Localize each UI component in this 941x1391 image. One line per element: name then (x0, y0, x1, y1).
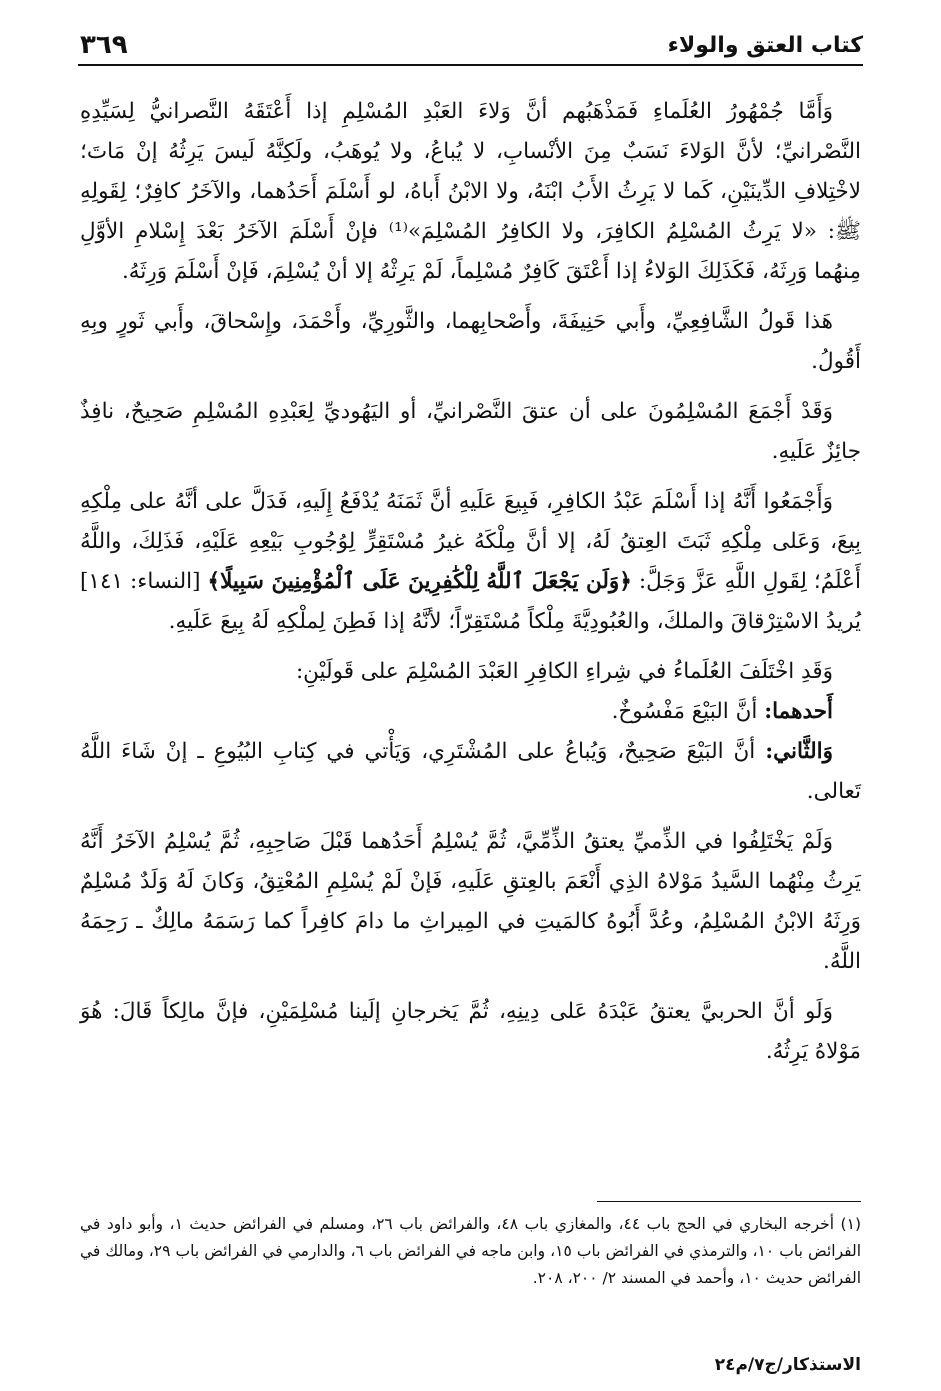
opinion-2 (80, 732, 861, 812)
footnotes (80, 1211, 861, 1292)
opinion-2-text: أنَّ البَيْعَ صَحِيحٌ، وَيُباعُ على المُشْتَرِي، وَيَأْتي في كِتابِ البُيُوعِ ـ إنْ شَاءَ اللَّهُ تَعالى. (80, 739, 861, 804)
opinion-1 (80, 692, 861, 732)
opinion-1-label: أَحدهما: (764, 699, 833, 724)
paragraph-1: وَأَمَّا جُمْهُورُ العُلَماءِ فَمَذْهَبُهم أنَّ وَلاءَ العَبْدِ المُسْلِمِ إذا أَعْتَقَهُ النَّصرانيُّ لِسَيِّدِهِ النَّصْرانيِّ؛ لأنَّ الوَلاءَ نَسَبٌ مِنَ الأنْسابِ، لا يُباعُ، ولا يُوهَبُ، ولَكِنَّهُ لَيسَ يَرِثُهُ إنْ مَاتَ؛ لاخْتِلافِ الدِّينَيْنِ، كَما لا يَرِثُ الأَبُ ابْنَهُ، ولا الابْنُ أَباهُ، لو أَسْلَمَ أَحَدُهما، والآخَرُ كافِرٌ؛ لِقَولِهِ ﷺ: «لا يَرِثُ المُسْلِمُ الكافِرَ، ولا الكافِرُ المُسْلِمَ»⁽¹⁾ فإنْ أَسْلَمَ الآخَرُ بَعْدَ إِسْلامِ الأوَّلِ مِنهُما وَرِثَهُ، فَكَذَلِكَ الوَلاءُ إذا أَعْتَقَ كَافِرٌ مُسْلِماً، لَمْ يَرِثْهُ إلا أنْ يُسْلِمَ، فَإنْ أَسْلَمَ وَرِثَهُ. (80, 99, 861, 284)
footnote-rule (597, 1201, 861, 1202)
opinion-1-text: أنَّ البَيْعَ مَفْسُوخٌ. (611, 699, 758, 724)
paragraph-6: وَلَمْ يَخْتَلِفُوا في الذِّميِّ يعتقُ الذِّمِّيَّ، ثُمَّ يُسْلِمُ أَحَدُهما قَبْلَ صَاحِبِهِ، ثُمَّ يُسْلِمُ الآخَرُ أَنَّهُ يَرِثُ مِنْهُما السَّيدُ مَوْلاهُ الذِي أَنْعَمَ بالعِتقِ عَلَيهِ، فَإنْ لَمْ يُسْلِمِ المُعْتِقُ، وَكانَ لَهُ وَلَدٌ مُسْلِمٌ وَرِثَهُ الابْنُ المُسْلِمُ، وعُدَّ أَبُوهُ كالمَيتِ في المِيراثِ ما دامَ كافِراً كما رَسَمَهُ مالِكٌ ـ رَحِمَهُ اللَّهُ. (80, 829, 862, 974)
footnote-1: (١) أخرجه البخاري في الحج باب ٤٤، والمغازي باب ٤٨، والفرائض باب ٢٦، ومسلم في الفرائض حديث ١، وأبو داود في الفرائض باب ١٠، والترمذي في الفرائض باب ١٥، وابن ماجه في الفرائض باب ٦، والدارمي في الفرائض باب ٢٩، ومالك في الفرائض حديث ١٠، وأحمد في المسند ٢/ ٢٠٠، ٢٠٨. (80, 1215, 862, 1287)
paragraph-4 (80, 482, 861, 642)
header-rule (78, 64, 863, 66)
paragraph-4-lead: وَأَجْمَعُوا أَنَّهُ إذا أَسْلَمَ عَبْدُ الكافِرِ، فَبِيعَ عَلَيهِ أنَّ ثَمَنَهُ يُدْفَعُ إِلَيهِ، فَدَلَّ على أنَّهُ على مِلْكِهِ بِيعَ، وَعَلى مِلْكِهِ ثَبَتَ العِتقُ لَهُ، إلا أنَّ مِلْكَهُ غيرُ مُسْتَقِرٍّ لِوُجُوبِ بَيْعِهِ عَلَيْهِ، فَذَلِكَ، واللَّهُ أَعْلَمُ؛ لِقَولِ اللَّهِ عَزَّ وَجَلَّ: (80, 489, 861, 594)
paragraph-5: وَقَدِ اخْتَلَفَ العُلَماءُ في شِراءِ الكافِرِ العَبْدَ المُسْلِمَ على قَولَيْنِ: (295, 659, 833, 684)
opinion-2-label: وَالثَّاني: (765, 739, 833, 764)
paragraph-3: وَقَدْ أَجْمَعَ المُسْلِمُونَ على أن عتقَ النَّصْرانيِّ، أو اليَهُوديِّ لِعَبْدِهِ المُسْلِمِ صَحِيحٌ، نافِذٌ جائِزٌ عَلَيهِ. (80, 399, 861, 464)
main-text (80, 92, 861, 1082)
paragraph-2: هَذا قَولُ الشَّافِعِيِّ، وأَبي حَنِيفَةَ، وأَصْحابِهما، والثَّورِيِّ، وأَحْمَدَ، وإِسْحاقَ، وأَبي ثَورٍ وبِهِ أَقُولُ. (80, 309, 861, 374)
paragraph-7: وَلَو أنَّ الحربيَّ يعتقُ عَبْدَهُ عَلى دِينِهِ، ثُمَّ يَخرجانِ إلَينا مُسْلِمَيْنِ، فإنَّ مالِكاً قَالَ: هُوَ مَوْلاهُ يَرِثُهُ. (80, 999, 861, 1064)
printer-signature: الاستذكار/ج٧/م٢٤ (714, 1355, 861, 1375)
paragraph-4-tail: [النساء: ١٤١] يُريدُ الاسْتِرْقاقَ والملكَ، والعُبُودِيَّةَ مِلْكاً مُسْتَقِرّاً؛ لأنَّهُ إذا فَطِنَ لِملْكِهِ لَهُ بِيعَ عَلَيهِ. (80, 569, 861, 634)
running-head (80, 24, 863, 64)
book-title: كتاب العتق والولاء (667, 33, 863, 58)
page-number: ٣٦٩ (80, 30, 128, 60)
quran-verse: ﴿وَلَن يَجْعَلَ ٱللَّهُ لِلْكَٰفِرِينَ عَلَى ٱلْمُؤْمِنِينَ سَبِيلًا﴾ (207, 569, 632, 594)
